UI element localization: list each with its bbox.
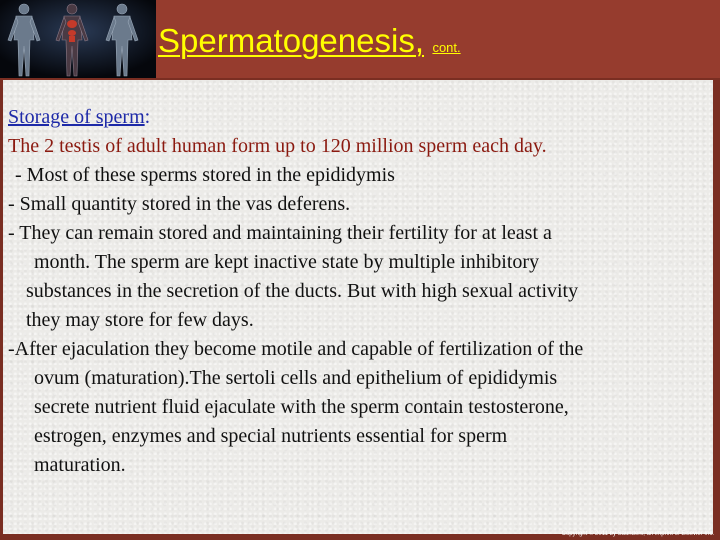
text-line: -After ejaculation they become motile and capable of fertilization of the xyxy=(8,338,584,360)
section-heading: Storage of sperm: xyxy=(8,106,151,128)
text-line: they may store for few days. xyxy=(26,309,254,331)
slide-title: Spermatogenesis, xyxy=(158,22,424,59)
text-line: estrogen, enzymes and special nutrients essential for sperm xyxy=(34,425,508,447)
slide-subtitle: cont. xyxy=(432,40,461,55)
anatomy-figures-image xyxy=(0,0,156,78)
text-line: maturation. xyxy=(34,454,126,476)
text-line: - They can remain stored and maintaining their fertility for at least a xyxy=(8,222,552,244)
text-line: month. The sperm are kept inactive state by multiple inhibitory xyxy=(34,251,540,273)
slide-header xyxy=(0,0,720,78)
human-body-icon xyxy=(0,0,156,78)
text-line: - Small quantity stored in the vas deferens. xyxy=(8,193,351,215)
text-line: The 2 testis of adult human form up to 120 million sperm each day. xyxy=(8,135,547,157)
text-line: secrete nutrient fluid ejaculate with the sperm contain testosterone, xyxy=(34,396,569,418)
text-line: ovum (maturation).The sertoli cells and epithelium of epididymis xyxy=(34,367,558,389)
text-line: - Most of these sperms stored in the epididymis xyxy=(15,164,395,186)
copyright-notice: Copyright © 2011 by Saunders, an imprint of Elsevier Inc. xyxy=(561,531,714,537)
text-line: substances in the secretion of the ducts. But with high sexual activity xyxy=(26,280,579,302)
body-text xyxy=(8,103,708,480)
slide-title-group xyxy=(158,22,461,60)
slide-content xyxy=(3,80,713,534)
